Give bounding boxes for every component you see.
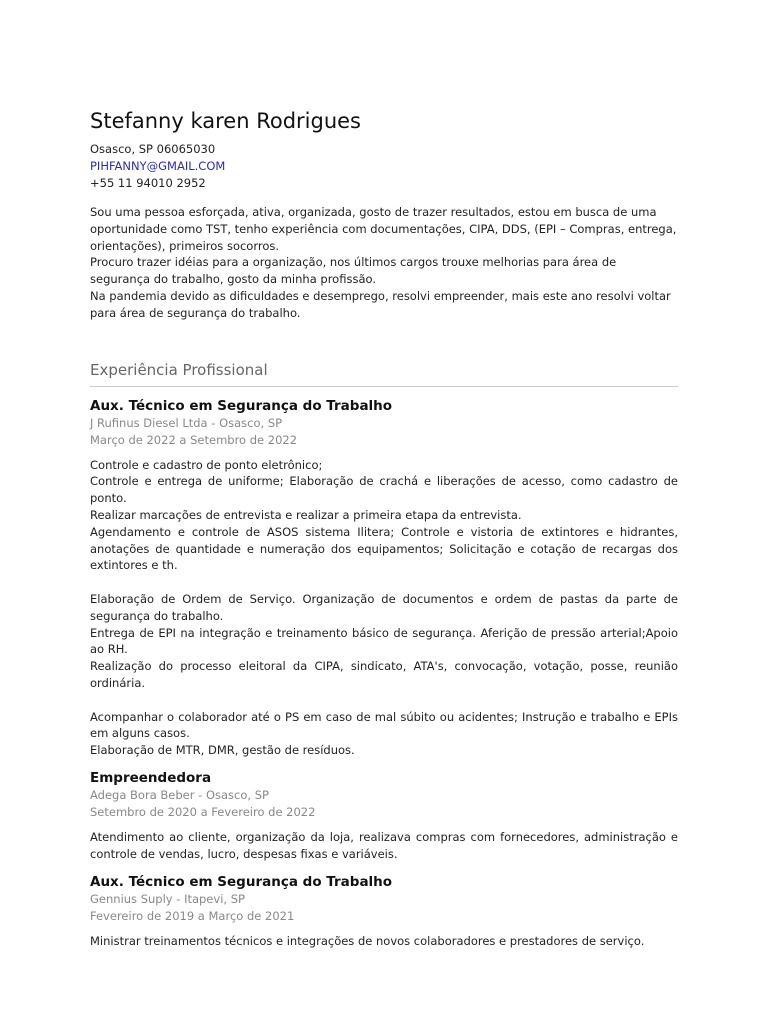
job-title: Aux. Técnico em Segurança do Trabalho [90, 397, 393, 414]
job-desc-line: Elaboração de Ordem de Serviço. Organização de documentos e ordem de pastas da parte de segurança do trabalho. [90, 591, 678, 623]
job-company: Adega Bora Beber [90, 787, 195, 802]
job-description [90, 829, 678, 863]
job-title: Aux. Técnico em Segurança do Trabalho [90, 873, 393, 890]
job-location: Osasco, SP [219, 415, 283, 430]
contact-block [90, 141, 678, 192]
phone-text: +55 11 94010 2952 [90, 176, 206, 190]
job-company-line [90, 787, 678, 804]
job-desc-line: Atendimento ao cliente, organização da loja, realizava compras com fornecedores, administração e controle de vendas, lucro, despesas fixas e variáveis. [90, 829, 678, 861]
job-desc-line: Realizar marcações de entrevista e realizar a primeira etapa da entrevista. [90, 507, 522, 522]
resume-content [90, 108, 678, 949]
job-desc-line: Controle e entrega de uniforme; Elaboração de crachá e liberações de acesso, como cadastro de ponto. [90, 474, 678, 506]
job-company-line [90, 891, 678, 908]
section-divider [90, 386, 678, 387]
job-desc-line: Controle e cadastro de ponto eletrônico; [90, 457, 323, 472]
job-desc-line: Acompanhar o colaborador até o PS em caso de mal súbito ou acidentes; Instrução e trabalho e EPIs em alguns casos. [90, 709, 678, 741]
job-period: Março de 2022 a Setembro de 2022 [90, 432, 298, 447]
job-period: Fevereiro de 2019 a Março de 2021 [90, 908, 295, 923]
job-desc-line: Elaboração de MTR, DMR, gestão de resíduos. [90, 743, 355, 758]
separator: - [176, 891, 181, 906]
candidate-name: Stefanny karen Rodrigues [90, 109, 362, 133]
job-desc-line: Agendamento e controle de ASOS sistema Ilitera; Controle e vistoria de extintores e hidrantes, anotações de quantidade e numeração dos equipamentos; Solicitação e cotação de recargas dos extintores e th. [90, 524, 678, 573]
job-company-line [90, 415, 678, 432]
summary-block [90, 204, 678, 322]
job-description [90, 457, 678, 759]
email-link[interactable]: PIHFANNY@GMAIL.COM [90, 159, 226, 173]
job-period: Setembro de 2020 a Fevereiro de 2022 [90, 804, 316, 819]
job-location: Osasco, SP [205, 787, 269, 802]
job-entry [90, 769, 678, 863]
paragraph-gap [90, 692, 678, 709]
job-desc-line: Ministrar treinamentos técnicos e integrações de novos colaboradores e prestadores de serviço. [90, 933, 645, 948]
job-title: Empreendedora [90, 769, 212, 786]
job-entry [90, 873, 678, 950]
location-text: Osasco, SP 06065030 [90, 142, 216, 156]
separator: - [198, 787, 203, 802]
job-entry [90, 397, 678, 759]
job-desc-line: Realização do processo eleitoral da CIPA, sindicato, ATA's, convocação, votação, posse, reunião ordinária. [90, 659, 678, 690]
job-desc-line: Entrega de EPI na integração e treinamento básico de segurança. Aferição de pressão arterial;Apoio ao RH. [90, 625, 678, 657]
separator: - [211, 415, 216, 430]
summary-paragraph: Sou uma pessoa esforçada, ativa, organizada, gosto de trazer resultados, estou em busca de uma oportunidade como TST, tenho experiência com documentações, CIPA, DDS, (EPI – Compras, entrega, orientações), primeiros socorros. [90, 205, 677, 253]
summary-paragraph: Procuro trazer idéias para a organização, nos últimos cargos trouxe melhorias para área de segurança do trabalho, gosto da minha profissão. [90, 255, 617, 287]
job-company: J Rufinus Diesel Ltda [90, 415, 208, 430]
job-description [90, 933, 678, 950]
paragraph-gap [90, 574, 678, 591]
job-location: Itapevi, SP [184, 891, 245, 906]
summary-paragraph: Na pandemia devido as dificuldades e desemprego, resolvi empreender, mais este ano resolvi voltar para área de segurança do trabalho. [90, 288, 671, 320]
section-title-experience: Experiência Profissional [90, 360, 268, 379]
job-company: Gennius Suply [90, 891, 173, 906]
